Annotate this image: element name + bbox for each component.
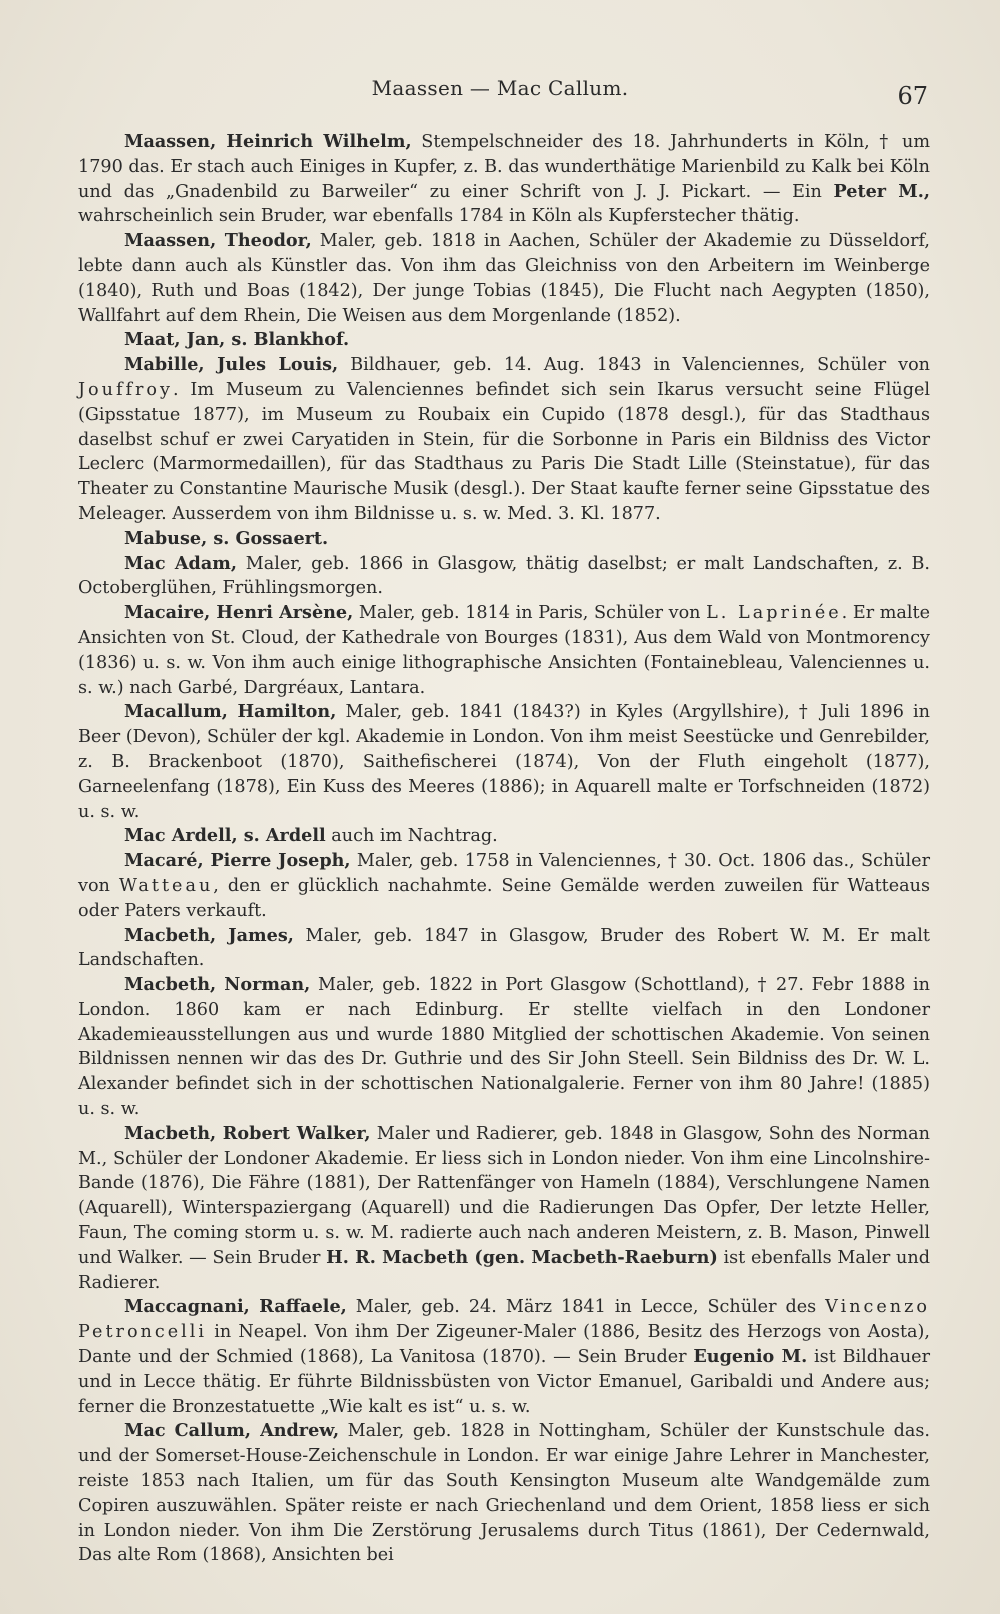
- entry-text: Bildhauer, geb. 14. Aug. 1843 in Valenciennes, Schüler von: [338, 355, 930, 376]
- entry-bold-name: Peter M.,: [833, 180, 930, 202]
- entry-text: , den er glücklich nachahmte. Seine Gemälde werden zuweilen für Watteaus oder Paters verkauft.: [78, 875, 930, 921]
- entry-headword: Maassen, Heinrich Wilhelm,: [124, 131, 412, 152]
- entry-macbeth-norman: [78, 973, 930, 1122]
- entry-maat: [78, 328, 930, 353]
- entry-macbeth-james: [78, 924, 930, 974]
- entry-text: Maler, geb. 1822 in Port Glasgow (Schottland), † 27. Febr 1888 in London. 1860 kam er nach Edinburg. Er stellte vielfach in den Londoner Akademieausstellungen aus und wurde 1880 Mitglied der schottischen Akademie. Von seinen Bildnissen nennen wir das des Dr. Guthrie und des Sir John Steell. Sein Bildniss des Dr. W. L. Alexander befindet sich in der schottischen Nationalgalerie. Ferner von ihm 80 Jahre! (1885) u. s. w.: [78, 975, 930, 1120]
- entry-maassen-theodor: [78, 229, 930, 328]
- entry-text: Maler und Radierer, geb. 1848 in Glasgow, Sohn des Norman M., Schüler der Londoner Akademie. Er liess sich in London nieder. Von ihm eine Lincolnshire-Bande (1876), Die Fähre (1881), Der Rattenfänger von Hameln (1884), Verschlungene Namen (Aquarell), Winterspaziergang (Aquarell) und die Radierungen Das Opfer, Der letzte Heller, Faun, The coming storm u. s. w. M. radierte auch nach anderen Meistern, z. B. Mason, Pinwell und Walker. — Sein Bruder: [78, 1123, 930, 1268]
- entry-mabuse: [78, 527, 930, 552]
- entry-text: Maler, geb. 24. März 1841 in Lecce, Schüler des: [346, 1297, 826, 1318]
- entry-text: Maler, geb. 1828 in Nottingham, Schüler der Kunstschule das. und der Somerset-House-Zeichenschule in London. Er war einige Jahre Lehrer in Manchester, reiste 1853 nach Italien, um für das South Kensington Museum alte Wandgemälde zum Copiren auszuwählen. Später reiste er nach Griechenland und dem Orient, 1858 liess er sich in London nieder. Von ihm Die Zerstörung Jerusalems durch Titus (1861), Der Cedernwald, Das alte Rom (1868), Ansichten bei: [78, 1421, 930, 1566]
- entry-headword: Macbeth, James,: [124, 924, 294, 946]
- entry-headword: Mac Callum, Andrew,: [124, 1420, 340, 1442]
- entry-text: auch im Nachtrag.: [325, 826, 498, 847]
- entry-headword: Maassen, Theodor,: [124, 230, 312, 252]
- entry-headword: Macaré, Pierre Joseph,: [124, 850, 351, 872]
- entry-headword: Macbeth, Robert Walker,: [124, 1122, 371, 1144]
- entry-text: Maler, geb. 1814 in Paris, Schüler von: [353, 603, 707, 624]
- entry-maassen-heinrich: [78, 130, 930, 229]
- entry-headword: Mac Adam,: [124, 552, 237, 574]
- entry-macallum: [78, 700, 930, 824]
- entry-text: Maler, geb. 1866 in Glasgow, thätig daselbst; er malt Landschaften, z. B. Octoberglühen, Frühlingsmorgen.: [78, 553, 930, 599]
- entry-headword: Mabuse, s. Gossaert.: [124, 527, 329, 549]
- entry-spaced-name: Watteau: [118, 875, 214, 896]
- entry-headword: Macallum, Hamilton,: [124, 701, 337, 723]
- entry-mac-callum: [78, 1419, 930, 1568]
- entry-spaced-name: Jouffroy: [78, 379, 173, 400]
- entry-macaire: [78, 601, 930, 700]
- entry-spaced-name: Vincenzo Petroncelli: [78, 1297, 930, 1343]
- entry-headword: Mac Ardell, s. Ardell: [124, 825, 326, 847]
- entry-mac-adam: [78, 552, 930, 602]
- entry-bold-name: Eugenio M.: [693, 1346, 808, 1368]
- entry-headword: Maat, Jan, s. Blankhof.: [124, 329, 350, 351]
- entry-text: Maler, geb. 1758 in Valenciennes, † 30. Oct. 1806 das., Schüler von: [78, 851, 931, 896]
- entry-headword: Maccagnani, Raffaele,: [124, 1296, 347, 1318]
- entry-text: . Im Museum zu Valenciennes befindet sich sein Ikarus versucht seine Flügel (Gipsstatue 1877), im Museum zu Roubaix ein Cupido (1878 desgl.), für das Stadthaus daselbst schuf er zwei Caryatiden in Stein, für die Sorbonne in Paris ein Bildniss des Victor Leclerc (Marmormedaillen), für das Stadthaus zu Paris Die Stadt Lille (Steinstatue), für das Theater zu Constantine Maurische Musik (desgl.). Der Staat kaufte ferner seine Gipsstatue des Meleager. Ausserdem von ihm Bildnisse u. s. w. Med. 3. Kl. 1877.: [78, 379, 930, 524]
- entry-text: Maler, geb. 1847 in Glasgow, Bruder des Robert W. M. Er malt Landschaften.: [78, 925, 930, 971]
- entry-bold-name: H. R. Macbeth (gen. Macbeth-Raeburn): [326, 1246, 718, 1268]
- entry-text: wahrscheinlich sein Bruder, war ebenfalls 1784 in Köln als Kupferstecher thätig.: [78, 206, 800, 227]
- entry-mac-ardell: [78, 824, 930, 849]
- entry-macbeth-robert: [78, 1122, 930, 1296]
- entry-mabille: [78, 353, 930, 527]
- entry-text: ist ebenfalls Maler und Radierer.: [78, 1247, 930, 1293]
- entry-maccagnani: [78, 1295, 930, 1419]
- entry-spaced-name: L. Laprinée: [706, 603, 842, 624]
- entry-text: ist Bildhauer und in Lecce thätig. Er führte Bildnissbüsten von Victor Emanuel, Garibaldi und Andere aus; ferner die Bronzestatuette „Wie kalt es ist“ u. s. w.: [78, 1347, 930, 1417]
- entry-headword: Mabille, Jules Louis,: [124, 354, 339, 376]
- entry-text: . Er malte Ansichten von St. Cloud, der Kathedrale von Bourges (1831), Aus dem Wald von Montmorency (1836) u. s. w. Von ihm auch einige lithographische Ansichten (Fontainebleau, Valenciennes u. s. w.) nach Garbé, Dargréaux, Lantara.: [78, 603, 931, 698]
- entry-headword: Macbeth, Norman,: [124, 974, 311, 996]
- entries-column: [78, 130, 930, 1568]
- entry-macare: [78, 849, 930, 923]
- entry-text: in Neapel. Von ihm Der Zigeuner-Maler (1886, Besitz des Herzogs von Aosta), Dante und der Schmied (1868), La Vanitosa (1870). — Sein Bruder: [78, 1322, 930, 1368]
- entry-text: Stempelschneider des 18. Jahrhunderts in Köln, † um 1790 das. Er stach auch Einiges in Kupfer, z. B. das wunderthätige Marienbild zu Kalk bei Köln und das „Gnadenbild zu Barweiler“ zu einer Schrift von J. J. Pickart. — Ein: [78, 132, 931, 202]
- page-number: 67: [897, 82, 928, 110]
- running-title: Maassen — Mac Callum.: [371, 76, 629, 100]
- entry-headword: Macaire, Henri Arsène,: [124, 602, 354, 624]
- page-header: [0, 76, 1000, 116]
- entry-text: Maler, geb. 1818 in Aachen, Schüler der Akademie zu Düsseldorf, lebte dann auch als Künstler das. Von ihm das Gleichniss von den Arbeitern im Weinberge (1840), Ruth und Boas (1842), Der junge Tobias (1845), Die Flucht nach Aegypten (1850), Wallfahrt auf dem Rhein, Die Weisen aus dem Morgenlande (1852).: [78, 231, 930, 326]
- entry-text: Maler, geb. 1841 (1843?) in Kyles (Argyllshire), † Juli 1896 in Beer (Devon), Schüler der kgl. Akademie in London. Von ihm meist Seestücke und Genrebilder, z. B. Brackenboot (1870), Saithefischerei (1874), Von der Fluth eingeholt (1877), Garneelenfang (1878), Ein Kuss des Meeres (1886); in Aquarell malte er Torfschneiden (1872) u. s. w.: [78, 702, 930, 822]
